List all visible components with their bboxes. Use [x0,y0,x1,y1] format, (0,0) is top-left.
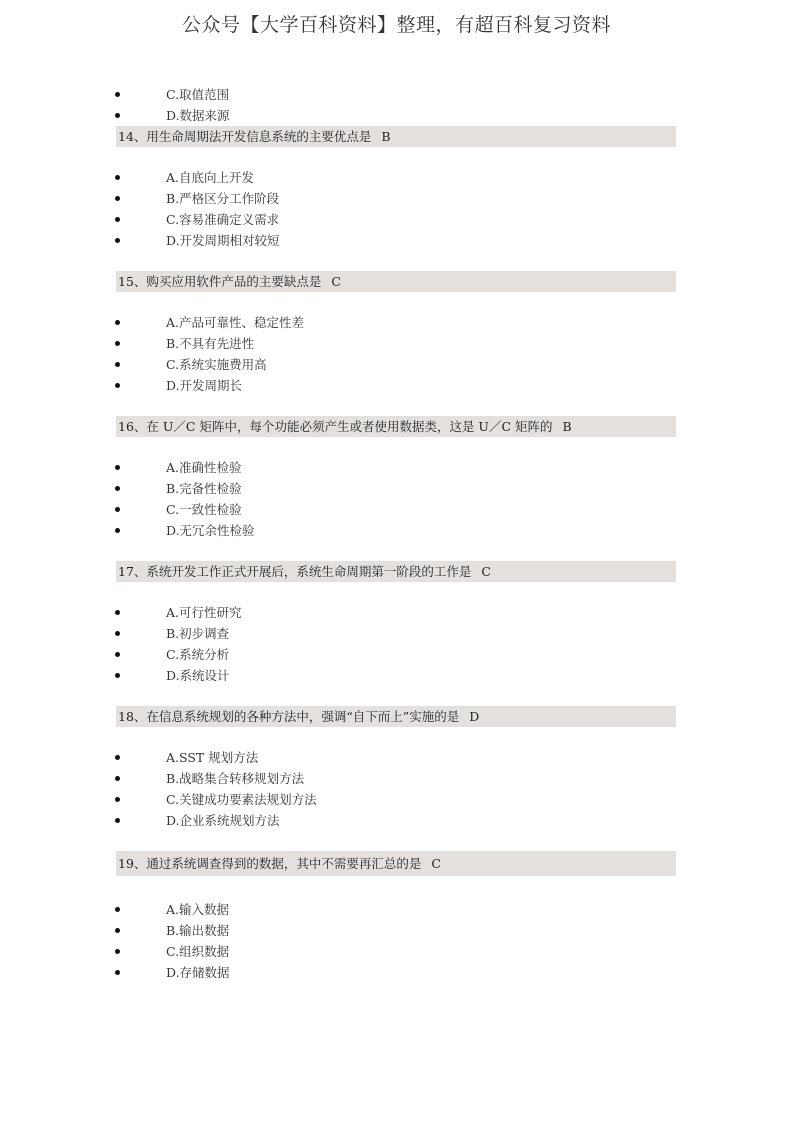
options-list-19 [0,899,793,983]
option-text: B.严格区分工作阶段 [166,191,280,206]
question-text: 19、通过系统调查得到的数据，其中不需要再汇总的是 [118,856,422,871]
bullet-icon [115,92,120,97]
bullet-icon [115,465,120,470]
list-item [0,810,793,831]
list-item [0,920,793,941]
bullet-icon [115,652,120,657]
option-text: C.关键成功要素法规划方法 [166,792,317,807]
bullet-icon [115,341,120,346]
question-block-19 [0,851,793,983]
option-text: C.取值范围 [166,87,230,102]
bullet-icon [115,610,120,615]
option-text: C.组织数据 [166,944,230,959]
list-item [0,105,793,126]
option-text: D.开发周期长 [166,378,243,393]
list-item [0,747,793,768]
answer-letter: B [562,419,572,434]
option-text: D.系统设计 [166,668,230,683]
list-item [0,789,793,810]
option-text: D.无冗余性检验 [166,523,255,538]
answer-letter: C [431,856,441,871]
bullet-icon [115,631,120,636]
bullet-icon [115,970,120,975]
bullet-icon [115,528,120,533]
list-item [0,312,793,333]
bullet-icon [115,907,120,912]
list-item [0,167,793,188]
question-15 [116,271,676,292]
list-item [0,84,793,105]
question-block-16 [0,416,793,541]
bullet-icon [115,755,120,760]
bullet-icon [115,175,120,180]
option-text: C.系统实施费用高 [166,357,267,372]
options-list-14 [0,167,793,251]
question-14 [116,126,676,147]
bullet-icon [115,928,120,933]
options-list-15 [0,312,793,396]
question-text: 14、用生命周期法开发信息系统的主要优点是 [118,129,372,144]
option-text: C.一致性检验 [166,502,242,517]
option-text: A.自底向上开发 [166,170,255,185]
bullet-icon [115,486,120,491]
option-text: C.系统分析 [166,647,230,662]
bullet-icon [115,673,120,678]
bullet-icon [115,818,120,823]
list-item [0,354,793,375]
bullet-icon [115,362,120,367]
option-text: A.SST 规划方法 [166,750,259,765]
bullet-icon [115,217,120,222]
list-item [0,899,793,920]
bullet-icon [115,113,120,118]
list-item [0,478,793,499]
list-item [0,520,793,541]
answer-letter: D [469,709,480,724]
option-text: B.战略集合转移规划方法 [166,771,305,786]
options-list-13 [0,84,793,126]
question-text: 17、系统开发工作正式开展后，系统生命周期第一阶段的工作是 [118,564,472,579]
options-list-17 [0,602,793,686]
bullet-icon [115,797,120,802]
list-item [0,962,793,983]
question-16 [116,416,676,437]
list-item [0,457,793,478]
list-item [0,375,793,396]
option-text: A.产品可靠性、稳定性差 [166,315,305,330]
list-item [0,188,793,209]
option-text: B.输出数据 [166,923,230,938]
page-header: 公众号【大学百科资料】整理，有超百科复习资料 [181,14,611,36]
list-item [0,230,793,251]
options-list-16 [0,457,793,541]
answer-letter: C [481,564,491,579]
bullet-icon [115,949,120,954]
list-item [0,209,793,230]
list-item [0,623,793,644]
option-text: A.准确性检验 [166,460,242,475]
question-text: 15、购买应用软件产品的主要缺点是 [118,274,322,289]
list-item [0,602,793,623]
option-text: A.输入数据 [166,902,230,917]
bullet-icon [115,383,120,388]
question-17 [116,561,676,582]
question-block-15 [0,271,793,396]
question-block-17 [0,561,793,686]
option-text: B.完备性检验 [166,481,242,496]
list-item [0,941,793,962]
option-text: D.存储数据 [166,965,230,980]
question-block-18 [0,706,793,831]
bullet-icon [115,196,120,201]
question-18 [116,706,676,727]
question-text: 18、在信息系统规划的各种方法中，强调“自下而上”实施的是 [118,709,460,724]
answer-letter: B [381,129,391,144]
option-text: B.初步调查 [166,626,230,641]
option-text: B.不具有先进性 [166,336,255,351]
option-text: D.企业系统规划方法 [166,813,280,828]
answer-letter: C [331,274,341,289]
list-item [0,768,793,789]
bullet-icon [115,507,120,512]
question-19 [116,851,676,876]
bullet-icon [115,320,120,325]
list-item [0,333,793,354]
options-list-18 [0,747,793,831]
list-item [0,644,793,665]
option-text: D.开发周期相对较短 [166,233,280,248]
question-text: 16、在 U／C 矩阵中，每个功能必须产生或者使用数据类，这是 U／C 矩阵的 [118,419,553,434]
list-item [0,665,793,686]
list-item [0,499,793,520]
bullet-icon [115,238,120,243]
document-content [0,84,793,1003]
option-text: A.可行性研究 [166,605,242,620]
bullet-icon [115,776,120,781]
option-text: D.数据来源 [166,108,230,123]
option-text: C.容易准确定义需求 [166,212,280,227]
question-block-14 [0,126,793,251]
